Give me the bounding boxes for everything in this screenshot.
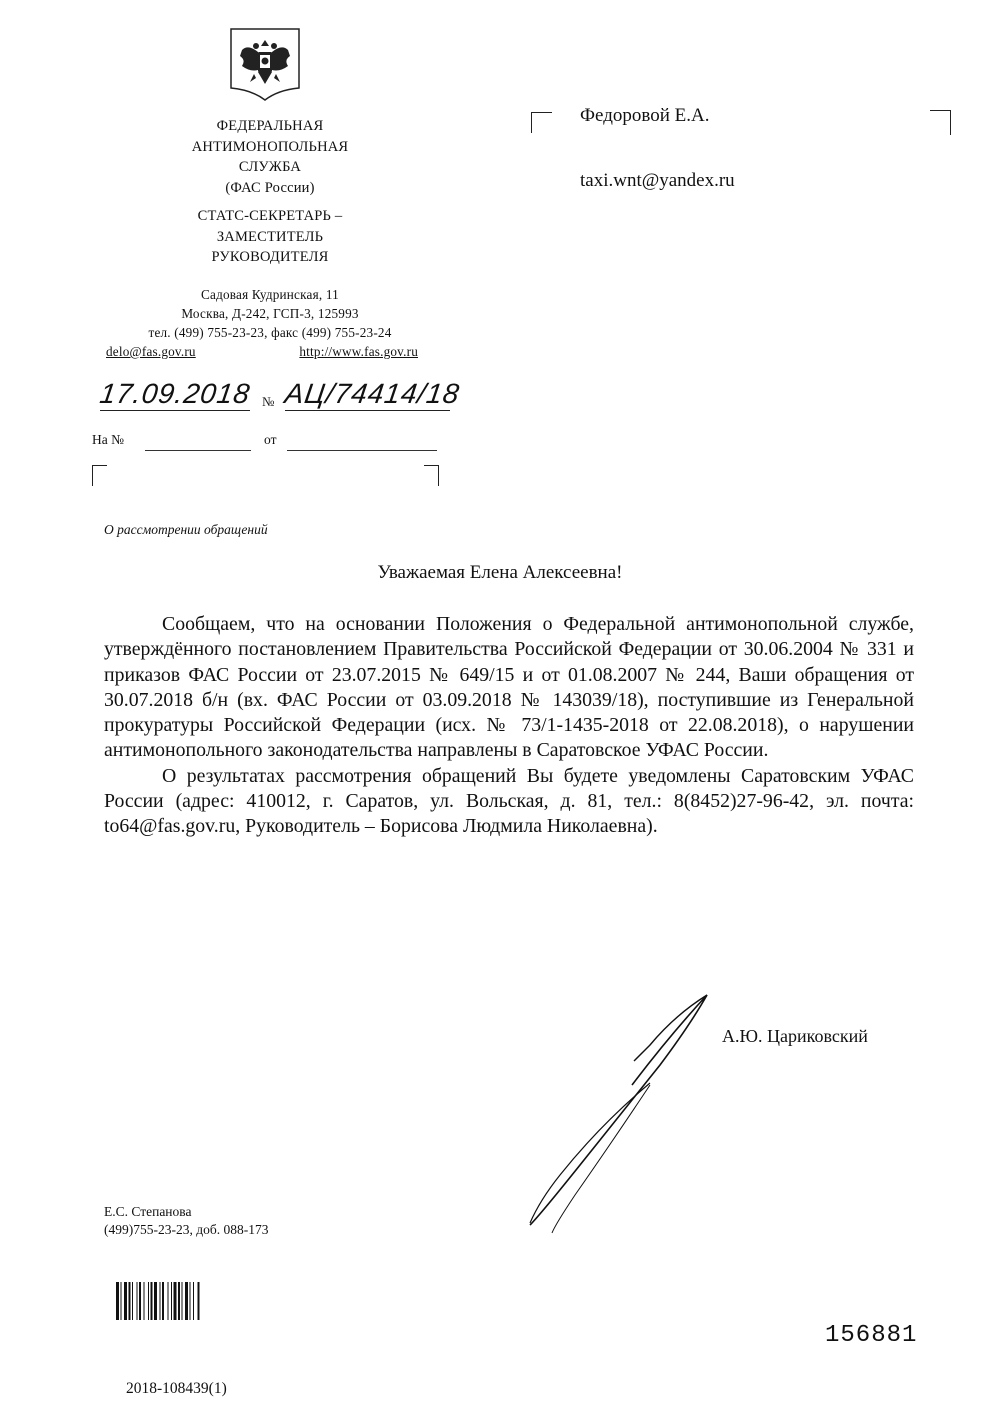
org-line: АНТИМОНОПОЛЬНАЯ [191, 138, 349, 155]
barcode-bar [190, 1282, 191, 1320]
barcode-bar [160, 1282, 161, 1320]
recipient-email: taxi.wnt@yandex.ru [580, 170, 735, 191]
barcode-bar [198, 1282, 200, 1320]
barcode-bar [178, 1282, 180, 1320]
barcode-bar [137, 1282, 138, 1320]
position-line: РУКОВОДИТЕЛЯ [211, 249, 329, 265]
body-paragraph: О результатах рассмотрения обращений Вы будете уведомлены Саратовским УФАС России (адрес: 410012, г. Саратов, ул. Вольская, д. 81, тел.: 8(8452)27-96-42, эл. почта: to64@fas.gov.ru, Руководитель – Борисова Людмила Николаевна). [104, 764, 914, 838]
barcode-bar [129, 1282, 131, 1320]
barcode-bar [116, 1282, 119, 1320]
corner-mark [930, 110, 951, 135]
barcode-bar [151, 1282, 153, 1320]
barcode-bar [132, 1282, 133, 1320]
reference-number-blank [145, 450, 251, 451]
body-paragraph: Сообщаем, что на основании Положения о Федеральной антимонопольной службе, утверждённого постановлением Правительства Российской Федерации от 30.06.2004 № 331 и приказов ФАС России от 23.07.2015 № 649/15 и от 01.08.2007 № 244, Ваши обращения от 30.07.2018 б/н (вх. ФАС России от 03.09.2018 № 143039/18), поступившие из Генеральной прокуратуры Российской Федерации (исх. № 73/1-1435-2018 от 22.08.2018), о нарушении антимонопольного законодательства направлены в Саратовское УФАС России. [104, 613, 914, 762]
handwritten-signature [500, 975, 730, 1235]
number-sign: № [262, 394, 275, 409]
executor-phone: (499)755-23-23, доб. 088-173 [104, 1222, 269, 1237]
barcode-bar [162, 1282, 164, 1320]
greeting: Уважаемая Елена Алексеевна! [377, 562, 623, 583]
registration-date-field [97, 378, 253, 411]
corner-mark [531, 112, 552, 133]
barcode-bar [154, 1282, 157, 1320]
signer-name: А.Ю. Цариковский [722, 1026, 868, 1046]
barcode-bar [193, 1282, 194, 1320]
reference-date-blank [287, 450, 437, 451]
registration-date: 17.09.2018 [97, 378, 253, 409]
address-line: тел. (499) 755-23-23, факс (499) 755-23-24 [148, 325, 392, 340]
barcode-bar [124, 1282, 127, 1320]
barcode-bar [139, 1282, 141, 1320]
number-underline [285, 410, 450, 411]
barcode-bar [174, 1282, 177, 1320]
letter-body [104, 612, 914, 840]
corner-mark [424, 465, 439, 486]
registration-number: АЦ/74414/18 [282, 378, 462, 409]
address-line: Москва, Д-242, ГСП-3, 125993 [181, 306, 359, 321]
address-line: Садовая Кудринская, 11 [201, 287, 339, 302]
recipient-name: Федоровой Е.А. [580, 105, 710, 126]
barcode-bar [168, 1282, 169, 1320]
barcode-bar [144, 1282, 145, 1320]
organization-name [80, 116, 460, 198]
coat-of-arms-emblem [228, 26, 302, 102]
org-line: СЛУЖБА [238, 159, 302, 175]
org-line: (ФАС России) [225, 179, 315, 196]
registration-number-field [282, 378, 462, 411]
executor-info [104, 1203, 268, 1239]
date-underline [100, 410, 250, 411]
barcode-bar [182, 1282, 183, 1320]
barcode [116, 1282, 258, 1320]
reference-number-label: На № [92, 432, 124, 447]
position-line: ЗАМЕСТИТЕЛЬ [216, 228, 324, 245]
barcode-bar [148, 1282, 149, 1320]
position-line: СТАТС-СЕКРЕТАРЬ – [197, 208, 343, 224]
official-position [80, 206, 460, 268]
reference-date-label: от [264, 432, 277, 447]
letter-subject: О рассмотрении обращений [104, 522, 268, 537]
barcode-bar [121, 1282, 122, 1320]
org-website-link[interactable]: http://www.fas.gov.ru [299, 344, 418, 359]
org-email-link[interactable]: delo@fas.gov.ru [106, 344, 196, 359]
document-id: 2018-108439(1) [126, 1380, 227, 1397]
org-line: ФЕДЕРАЛЬНАЯ [216, 118, 324, 134]
corner-mark [92, 465, 107, 486]
barcode-bar [171, 1282, 172, 1320]
org-address [80, 285, 460, 361]
executor-name: Е.С. Степанова [104, 1204, 192, 1219]
barcode-bar [185, 1282, 188, 1320]
stamp-number: 156881 [825, 1322, 918, 1349]
